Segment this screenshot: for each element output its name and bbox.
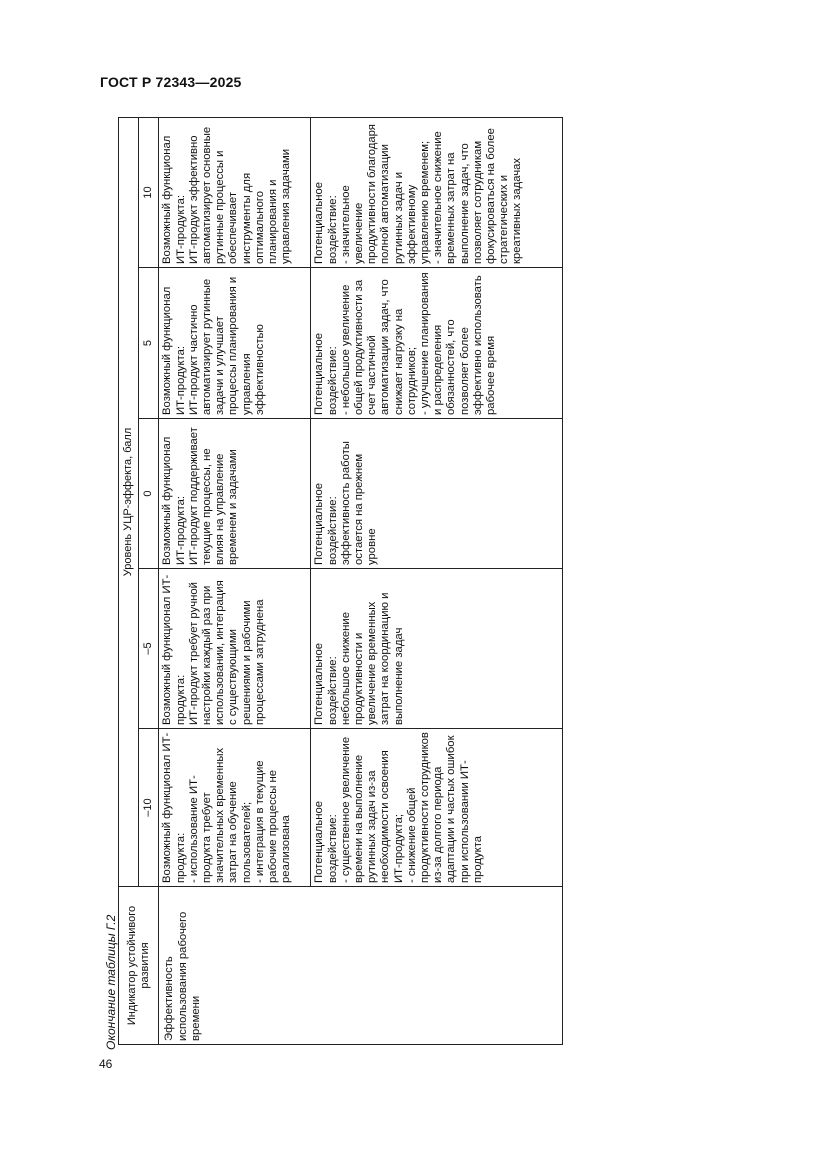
impact-cell: Потенциальное воздействие: - существенное увеличение времени на выполнение рутинных задач из-за необходимости освоения ИТ-продукта; - снижение общей продуктивности сотрудников из-за долгого периода адаптации и частых ошибок при использовании ИТ-продукта: [311, 729, 563, 887]
level-header: –5: [139, 569, 159, 729]
standard-header: ГОСТ Р 72343—2025: [100, 74, 242, 90]
impact-cell: Потенциальное воздействие: - значительное увеличение продуктивности благодаря полной автоматизации рутинных задач и эффективному управлению временем; - значительное снижение временных затрат на выполнение задач, что позволяет сотрудникам фокусироваться на более стратегических и креативных задачах: [311, 117, 563, 267]
page-number: 46: [99, 1057, 113, 1071]
functional-cell: Возможный функционал ИТ-продукта: ИТ-продукт поддерживает текущие процессы, не влияя на управление временем и задачами: [159, 419, 311, 569]
table-row: [159, 117, 311, 1044]
level-header: 0: [139, 419, 159, 569]
level-header: 5: [139, 268, 159, 419]
indicator-cell: Эффективность использования рабочего времени: [159, 887, 563, 1045]
sustainability-table: [118, 117, 563, 1045]
functional-cell: Возможный функционал ИТ-продукта: ИТ-продукт требует ручной настройки каждый раз при использовании, интеграция с существующими решениями и рабочими процессами затруднена: [159, 569, 311, 729]
table-caption: Окончание таблицы Г.2: [104, 914, 118, 1050]
level-header: 10: [139, 117, 159, 267]
functional-cell: Возможный функционал ИТ-продукта: ИТ-продукт частично автоматизирует рутинные задачи и улучшает процессы планирования и управления эффективностью: [159, 268, 311, 419]
impact-cell: Потенциальное воздействие: небольшое снижение продуктивности и увеличение временных затрат на координацию и выполнение задач: [311, 569, 563, 729]
level-header: –10: [139, 729, 159, 887]
table-container: [118, 118, 563, 1045]
impact-cell: Потенциальное воздействие: эффективность работы остается на прежнем уровне: [311, 419, 563, 569]
impact-cell: Потенциальное воздействие: - небольшое увеличение общей продуктивности за счет частичной автоматизации задач, что снижает нагрузку на сотрудников; - улучшение планирования и распределения обязанностей, что позволяет более эффективно использовать рабочее время: [311, 268, 563, 419]
indicator-header: Индикатор устойчивого развития: [119, 887, 159, 1045]
level-group-header: Уровень УЦР-эффекта, балл: [119, 117, 139, 886]
functional-cell: Возможный функционал ИТ-продукта: ИТ-продукт эффективно автоматизирует основные рутинные процессы и обеспечивает инструменты для оптимального планирования и управления задачами: [159, 117, 311, 267]
functional-cell: Возможный функционал ИТ-продукта: - использование ИТ-продукта требует значительных временных затрат на обучение пользователей; - интеграция в текущие рабочие процессы не реализована: [159, 729, 311, 887]
